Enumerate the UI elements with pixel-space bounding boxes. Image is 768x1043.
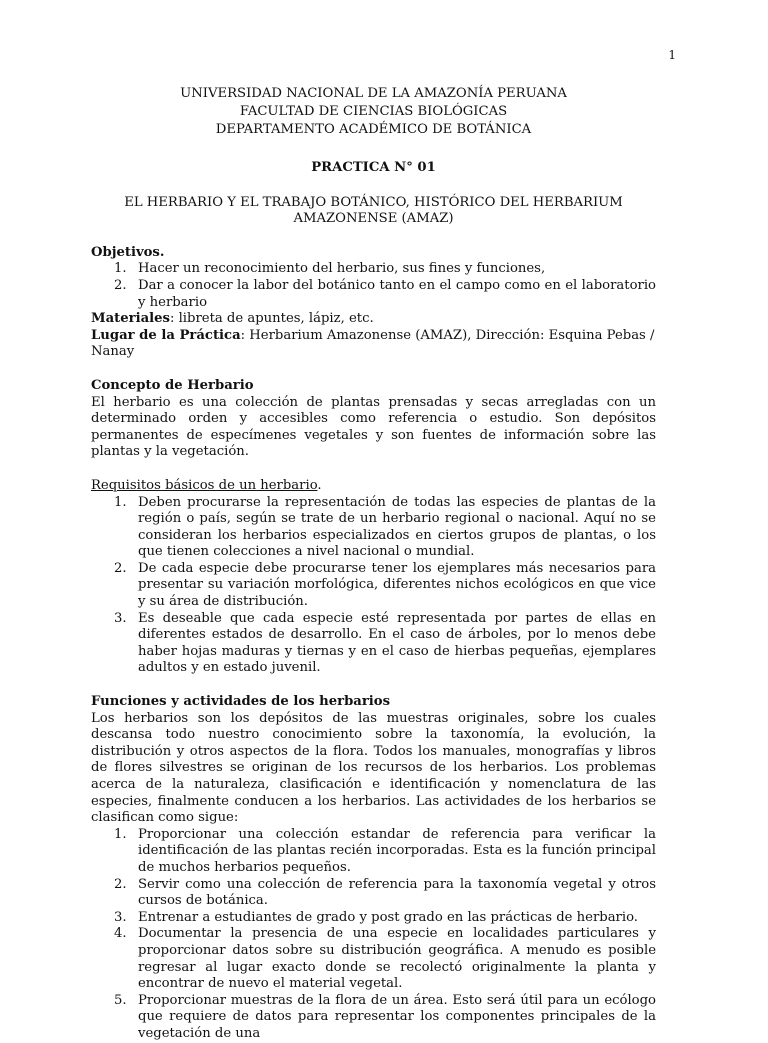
faculty-name: FACULTAD DE CIENCIAS BIOLÓGICAS bbox=[239, 104, 508, 119]
requirements-section bbox=[91, 478, 656, 677]
list-item-text: Proporcionar muestras de la flora de un área. Esto será útil para un ecólogo que requiere de datos para representar los componentes principales de la vegetación de una bbox=[138, 992, 656, 1041]
list-item bbox=[91, 561, 656, 611]
document-title-line2: AMAZONENSE (AMAZ) bbox=[293, 211, 454, 227]
list-item-number: 2. bbox=[114, 277, 127, 293]
list-item-number: 1. bbox=[114, 494, 127, 510]
concept-section bbox=[91, 378, 656, 461]
materials-label: Materiales bbox=[91, 311, 170, 327]
requirements-heading-suffix: . bbox=[317, 477, 322, 493]
location-text: : Herbarium Amazonense (AMAZ), Dirección: Esquina Pebas / Nanay bbox=[91, 327, 655, 360]
objectives-list bbox=[91, 261, 656, 311]
location-line bbox=[91, 328, 656, 361]
list-item bbox=[91, 495, 656, 561]
list-item-number: 3. bbox=[114, 610, 127, 626]
concept-heading: Concepto de Herbario bbox=[91, 377, 254, 393]
practice-title: PRACTICA N° 01 bbox=[311, 160, 436, 175]
requirements-list bbox=[91, 495, 656, 678]
objectives-section bbox=[91, 245, 656, 361]
list-item bbox=[91, 877, 656, 910]
requirements-heading: Requisitos básicos de un herbario bbox=[91, 477, 318, 493]
list-item-number: 2. bbox=[114, 876, 127, 892]
list-item-text: Documentar la presencia de una especie en localidades particulares y proporcionar datos sobre su distribución geográfica. A menudo es posible regresar al lugar exacto donde se recolectó originalmente la planta y encontrar de nuevo el material vegetal. bbox=[138, 926, 656, 992]
list-item bbox=[91, 910, 656, 927]
institution-header bbox=[91, 0, 656, 139]
list-item bbox=[91, 827, 656, 877]
page-number: 1 bbox=[668, 48, 676, 62]
list-item-text: Es deseable que cada especie esté representada por partes de ellas en diferentes estados de desarrollo. En el caso de árboles, por lo menos debe haber hojas maduras y tiernas y en el caso de hierbas pequeñas, ejemplares adultos y en estado juvenil. bbox=[138, 610, 656, 676]
list-item bbox=[91, 926, 656, 992]
list-item-number: 1. bbox=[114, 826, 127, 842]
list-item-number: 5. bbox=[114, 992, 127, 1008]
functions-list bbox=[91, 827, 656, 1043]
concept-paragraph: El herbario es una colección de plantas prensadas y secas arregladas con un determinado orden y accesibles como referencia o estudio. Son depósitos permanentes de especímenes vegetales y son fuentes de información sobre las plantas y la vegetación. bbox=[91, 394, 656, 460]
list-item bbox=[91, 611, 656, 677]
university-name: UNIVERSIDAD NACIONAL DE LA AMAZONÍA PERUANA bbox=[180, 86, 567, 101]
list-item-text: Entrenar a estudiantes de grado y post grado en las prácticas de herbario. bbox=[138, 909, 638, 925]
materials-text: : libreta de apuntes, lápiz, etc. bbox=[169, 311, 374, 327]
list-item-number: 3. bbox=[114, 909, 127, 925]
requirements-heading-line bbox=[91, 478, 656, 495]
materials-line bbox=[91, 311, 656, 328]
location-label: Lugar de la Práctica bbox=[91, 327, 241, 343]
functions-heading: Funciones y actividades de los herbarios bbox=[91, 694, 391, 710]
list-item bbox=[91, 261, 656, 278]
list-item-text: Hacer un reconocimiento del herbario, sus fines y funciones, bbox=[138, 261, 546, 277]
list-item-text: Proporcionar una colección estandar de referencia para verificar la identificación de las plantas recién incorporadas. Esta es la función principal de muchos herbarios pequeños. bbox=[138, 826, 656, 875]
department-name: DEPARTAMENTO ACADÉMICO DE BOTÁNICA bbox=[215, 122, 532, 137]
list-item-number: 4. bbox=[114, 926, 127, 942]
document-title-line1: EL HERBARIO Y EL TRABAJO BOTÁNICO, HISTÓRICO DEL HERBARIUM bbox=[124, 194, 623, 210]
functions-paragraph: Los herbarios son los depósitos de las muestras originales, sobre los cuales descansa todo nuestro conocimiento sobre la taxonomía, la evolución, la distribución y otros aspectos de la flora. Todos los manuales, monografías y libros de flores silvestres se originan de los recursos de los herbarios. Los problemas acerca de la naturaleza, clasificación e identificación y nomenclatura de las especies, finalmente conducen a los herbarios. Las actividades de los herbarios se clasifican como sigue: bbox=[91, 710, 656, 826]
list-item bbox=[91, 278, 656, 311]
functions-section bbox=[91, 694, 656, 1042]
list-item-text: Servir como una colección de referencia para la taxonomía vegetal y otros cursos de botánica. bbox=[138, 876, 656, 909]
list-item-number: 1. bbox=[114, 261, 127, 277]
list-item-number: 2. bbox=[114, 560, 127, 576]
list-item-text: Deben procurarse la representación de todas las especies de plantas de la región o país, según se trate de un herbario regional o nacional. Aquí no se consideran los herbarios especializados en ciertos grupos de plantas, o los que tienen colecciones a nivel nacional o mundial. bbox=[138, 494, 656, 560]
list-item-text: De cada especie debe procurarse tener los ejemplares más necesarios para presentar su variación morfológica, diferentes nichos ecológicos en que vice y su área de distribución. bbox=[138, 560, 656, 610]
objectives-heading: Objetivos. bbox=[91, 244, 165, 260]
list-item bbox=[91, 993, 656, 1043]
list-item-text: Dar a conocer la labor del botánico tanto en el campo como en el laboratorio y herbario bbox=[138, 277, 656, 310]
document-title bbox=[91, 195, 656, 228]
